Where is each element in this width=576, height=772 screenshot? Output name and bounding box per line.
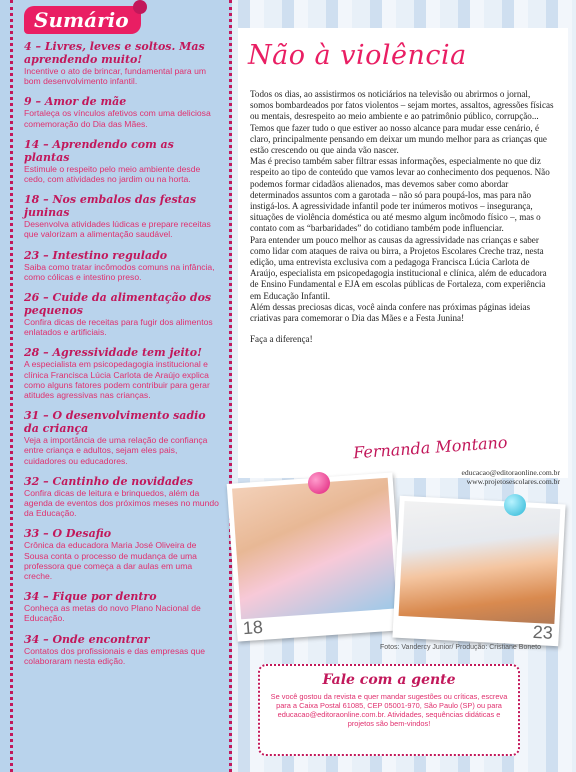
editorial-body xyxy=(238,71,568,345)
toc-item[interactable] xyxy=(24,590,219,623)
toc-item-description: Crônica da educadora Maria José Oliveira de Sousa conta o processo de mudança de uma professora que começa a dar aulas em uma creche. xyxy=(24,540,197,582)
toc-item-heading: 31 – O desenvolvimento sadio da criança xyxy=(24,409,206,436)
toc-item-heading: 14 – Aprendendo com as plantas xyxy=(24,137,174,164)
editorial-website[interactable]: www.projetosescolares.com.br xyxy=(466,477,560,486)
editorial-panel xyxy=(238,28,568,486)
toc-item[interactable] xyxy=(24,527,219,581)
toc-item[interactable] xyxy=(24,249,219,282)
editorial-title: Não à violência xyxy=(248,40,467,71)
toc-item[interactable] xyxy=(24,138,219,184)
toc-item-description: Saiba como tratar incômodos comuns na infância, como cólicas e intestino preso. xyxy=(24,261,215,282)
toc-item-heading: 4 – Livres, leves e soltos. Mas aprendendo muito! xyxy=(24,40,205,66)
toc-item[interactable] xyxy=(24,346,219,400)
editorial-paragraph: Além dessas preciosas dicas, você ainda confere nas próximas páginas ideias criativas para comemorar o Dia das Mães e a Festa Junina! xyxy=(250,301,531,324)
editorial-paragraph: Todos os dias, ao assistirmos os noticiários na televisão ou abrirmos o jornal, somos bombardeados por fatos violentos – sejam mortes, assaltos, agressões físicas ou mentais, desrespeito ao meio ambiente e ao patrimônio público, corrupção... Temos que fazer tudo o que estiver ao nosso alcance para mudar esse cenário, é claro, principalmente pensando em deixar um mundo melhor para as crianças que estão crescendo ou que ainda vão nascer. xyxy=(250,89,554,156)
editorial-paragraph: Para entender um pouco melhor as causas da agressividade nas crianças e saber como lidar com ataques de raiva ou birra, a Projetos Escolares Creche traz, nesta edição, uma entrevista exclusiva com a pedagoga Francisca Lúcia Carlota de Araújo, especialista em psicopedagogia institucional e clínica, além de educadora de Ensino Fundamental e EJA em escolas públicas de Fortaleza, com experiência em Educação Infantil. xyxy=(250,234,547,301)
editorial-contacts xyxy=(462,468,561,486)
toc-item-description: Estimule o respeito pelo meio ambiente desde cedo, com atividades no jardim ou na horta. xyxy=(24,163,201,185)
toc-item[interactable] xyxy=(24,633,219,666)
editorial-email[interactable]: educacao@editoraonline.com.br xyxy=(461,468,560,477)
photo-image xyxy=(399,501,561,624)
toc-item[interactable] xyxy=(24,409,219,466)
toc-item-description: Conheça as metas do novo Plano Nacional de Educação. xyxy=(24,603,201,624)
editorial-closing: Faça a diferença! xyxy=(250,334,313,345)
toc-item-description: Contatos dos profissionais e das empresas que colaboraram nesta edição. xyxy=(24,645,206,666)
photo-image xyxy=(232,478,397,620)
photo-page-number: 23 xyxy=(532,621,554,643)
toc-item-heading: 18 – Nos embalos das festas juninas xyxy=(24,193,197,220)
toc-item-heading: 26 – Cuide da alimentação dos pequenos xyxy=(24,291,212,318)
contact-box xyxy=(258,664,520,756)
toc-item-description: Veja a importância de uma relação de confiança entre criança e adultos, sejam eles pais, cuidadores ou educadores. xyxy=(24,435,208,466)
toc-list xyxy=(24,40,219,666)
pushpin-icon xyxy=(504,494,526,516)
contact-title: Fale com a gente xyxy=(322,672,456,688)
photo-credit: Fotos: Vandercy Junior/ Produção: Cristiane Boneto xyxy=(380,644,541,651)
toc-item-heading: 9 – Amor de mãe xyxy=(24,95,127,109)
photo-baby xyxy=(392,496,565,646)
photo-children-painting xyxy=(227,472,404,641)
toc-item-heading: 32 – Cantinho de novidades xyxy=(24,474,193,488)
table-of-contents xyxy=(0,0,232,772)
toc-item-heading: 28 – Agressividade tem jeito! xyxy=(24,346,202,360)
toc-item-heading: 33 – O Desafio xyxy=(24,527,112,541)
editor-signature: Fernanda Montano xyxy=(352,432,509,463)
toc-item-description: Confira dicas de receitas para fugir dos alimentos enlatados e artificiais. xyxy=(24,317,213,338)
toc-title: Sumário xyxy=(24,6,141,34)
toc-item[interactable] xyxy=(24,40,219,86)
toc-item[interactable] xyxy=(24,95,219,128)
toc-item[interactable] xyxy=(24,475,219,519)
toc-item[interactable] xyxy=(24,291,219,337)
toc-item-description: A especialista em psicopedagogia institucional e clínica Francisca Lúcia Carlota de Araújo explica como alguns fatores podem contribuir para gerar atitudes agressivas nas crianças. xyxy=(24,359,210,401)
toc-item-description: Desenvolva atividades lúdicas e prepare receitas que valorizam a alimentação saudável. xyxy=(24,219,211,240)
editorial-paragraph: Mas é preciso também saber filtrar essas informações, especialmente no que diz respeito ao tipo de conteúdo que vamos levar ao conhecimento dos pequenos. Não podemos formar cidadãos alienados, mas devemos saber como abordar determinados assuntos com a garotada – não só para poupá-los, mas para não instigá-los. A agressividade infantil pode ter inúmeros motivos – insegurança, situações de violência doméstica ou até mesmo algum incômodo físico –, mas o contato com as “barbaridades” do cotidiano também pode influenciar. xyxy=(250,156,550,234)
toc-item-heading: 34 – Fique por dentro xyxy=(24,590,157,604)
toc-item-description: Fortaleça os vínculos afetivos com uma deliciosa comemoração do Dia das Mães. xyxy=(24,108,211,129)
toc-item[interactable] xyxy=(24,193,219,239)
photo-page-number: 18 xyxy=(242,616,264,639)
pushpin-icon xyxy=(308,472,330,494)
toc-item-heading: 34 – Onde encontrar xyxy=(24,632,150,646)
toc-item-description: Incentive o ato de brincar, fundamental para um bom desenvolvimento infantil. xyxy=(24,66,207,87)
toc-item-heading: 23 – Intestino regulado xyxy=(24,248,168,262)
contact-text: Se você gostou da revista e quer mandar sugestões ou críticas, escreva para a Caixa Postal 61085, CEP 05001-970, São Paulo (SP) ou para educacao@editoraonline.com.br. Atividades, sequências didáticas e projetos são bem-vindos! xyxy=(270,692,508,728)
toc-item-description: Confira dicas de leitura e brinquedos, além da agenda de eventos dos próximos meses no mundo da Educação. xyxy=(24,487,219,519)
